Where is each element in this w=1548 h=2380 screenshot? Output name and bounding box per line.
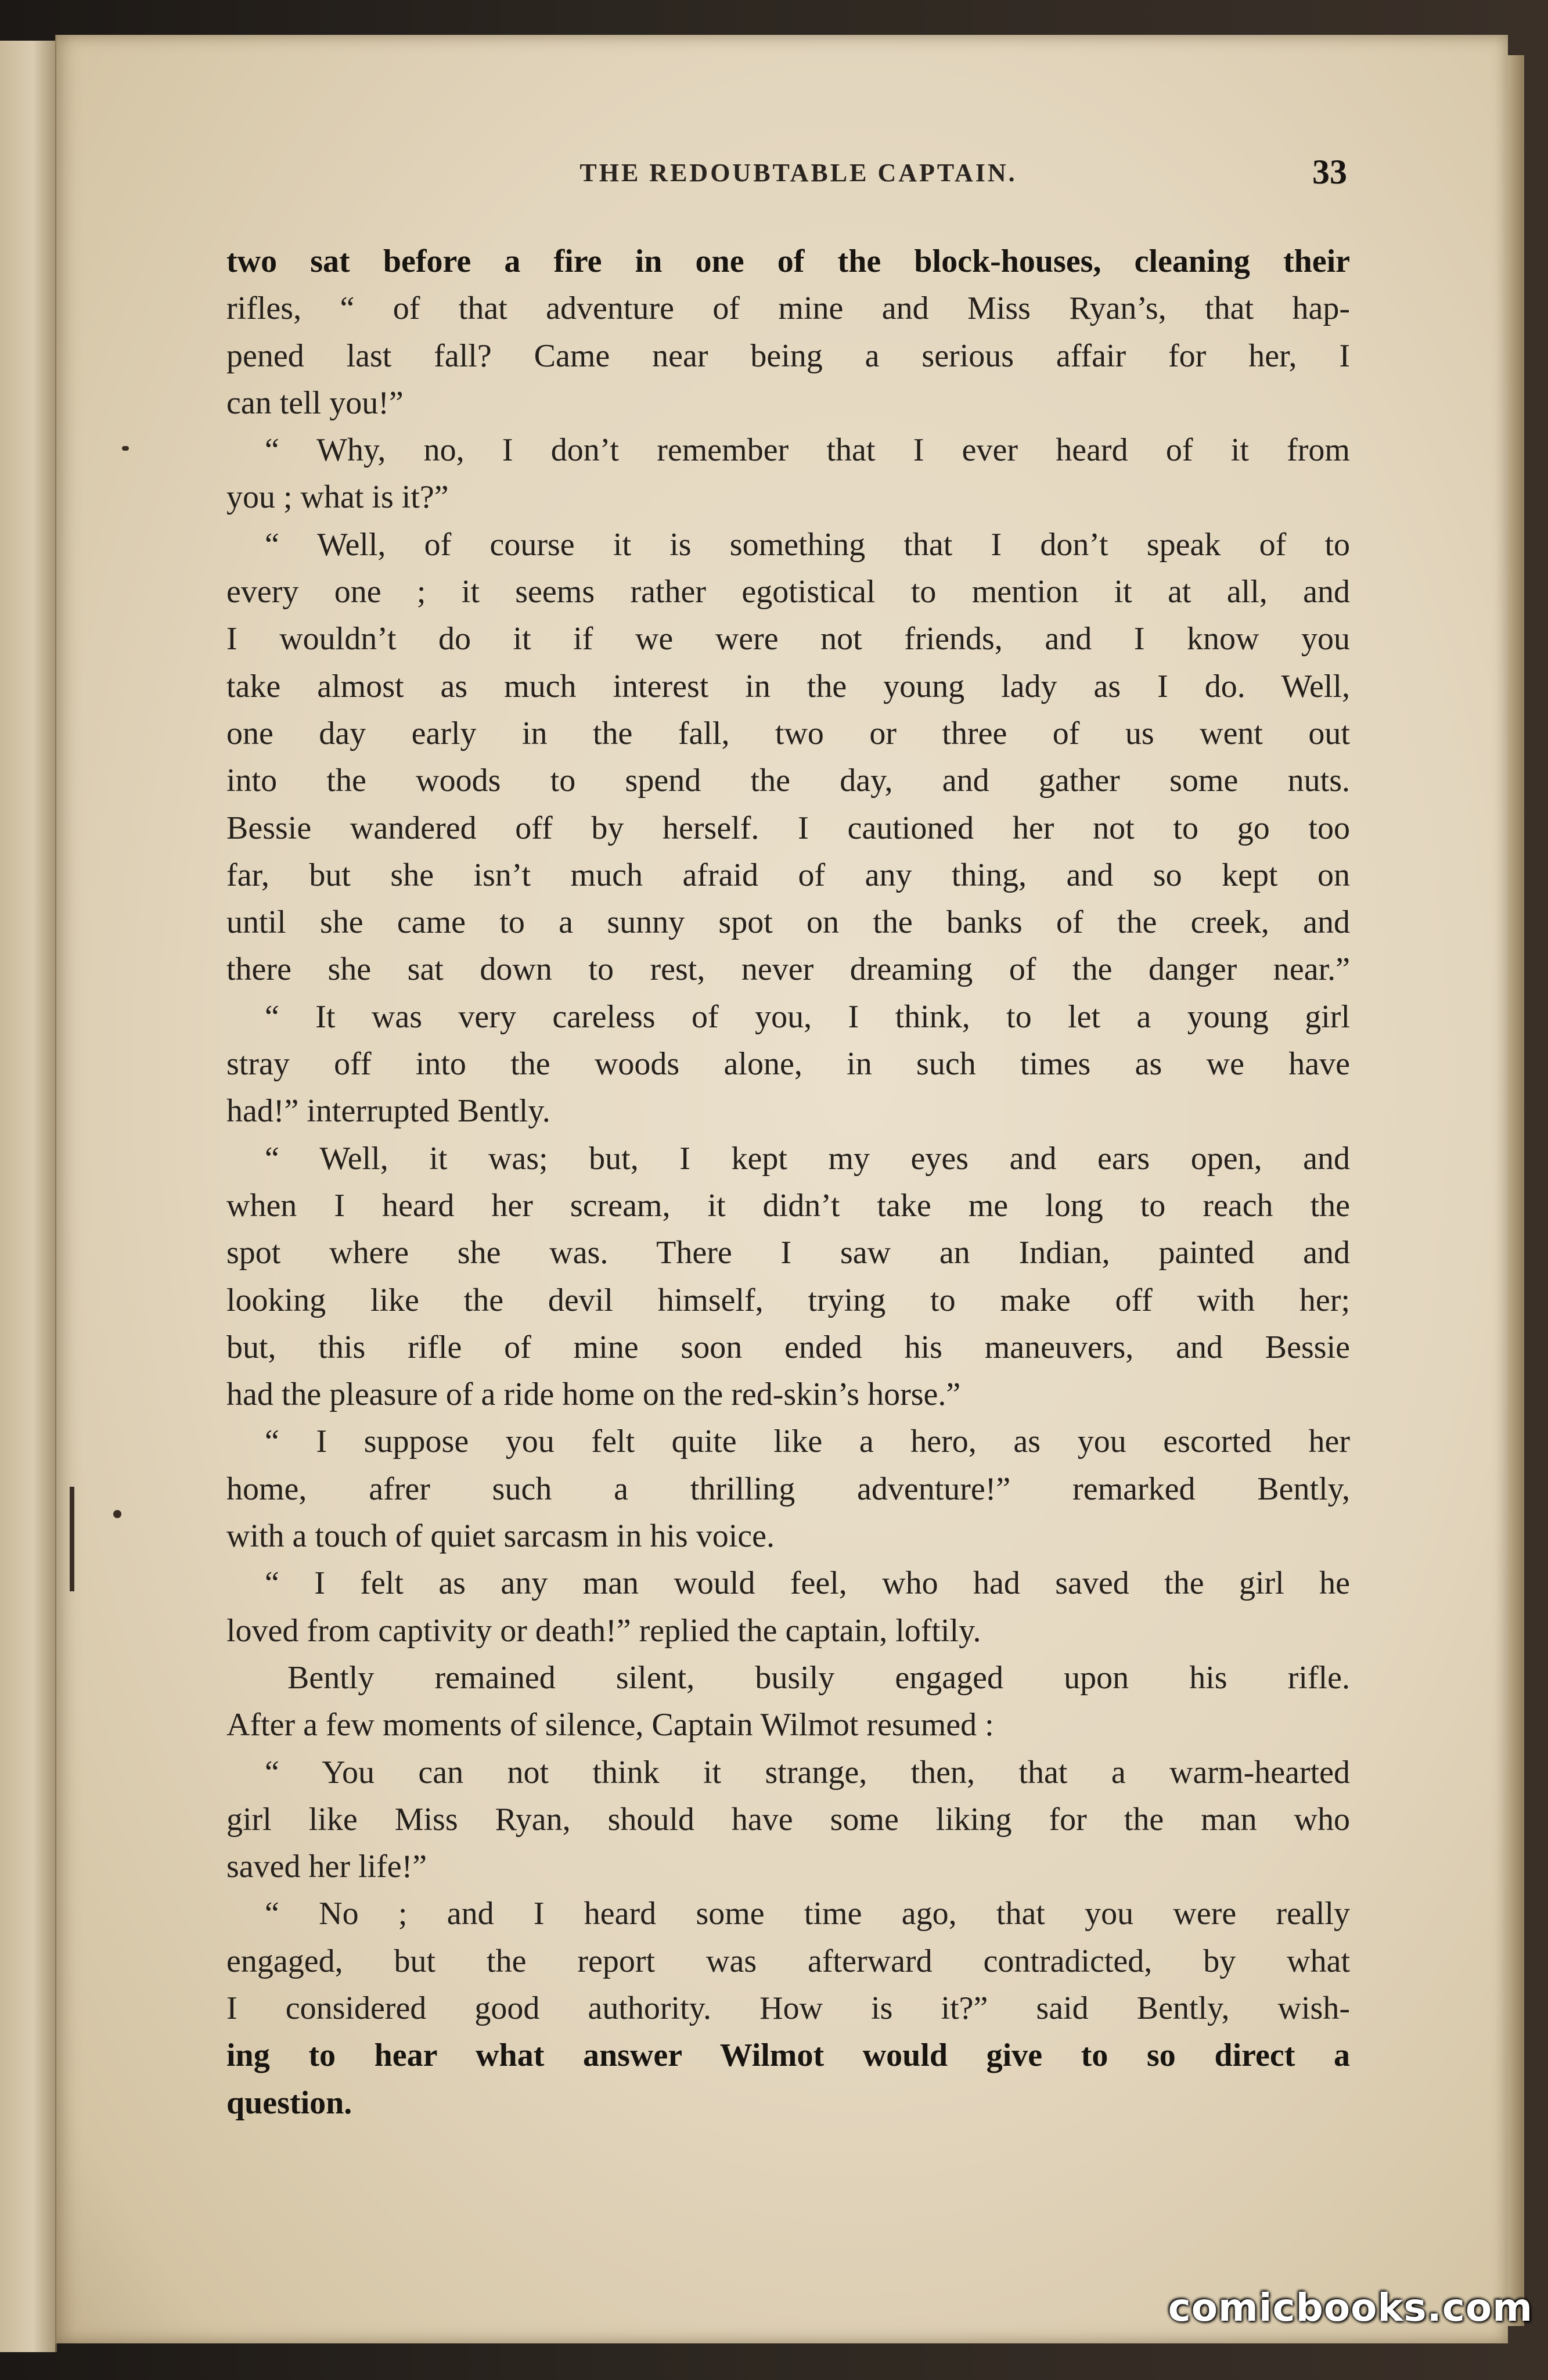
text-line: “ It was very careless of you, I think, to let a young girl <box>265 998 1350 1035</box>
page-fore-edge <box>1507 55 1524 2326</box>
text-line: until she came to a sunny spot on the banks of the creek, and <box>226 904 1350 941</box>
text-line: “ I felt as any man would feel, who had saved the girl he <box>265 1565 1350 1602</box>
text-line: but, this rifle of mine soon ended his maneuvers, and Bessie <box>226 1329 1350 1365</box>
text-line: into the woods to spend the day, and gather some nuts. <box>226 763 1350 799</box>
watermark: comicbooks.com <box>1168 2285 1533 2330</box>
text-line: rifles, “ of that adventure of mine and Miss Ryan’s, that hap- <box>226 290 1350 327</box>
text-line: question. <box>226 2084 352 2121</box>
running-head: THE REDOUBTABLE CAPTAIN. <box>579 159 1017 187</box>
text-line: “ You can not think it strange, then, that a warm-hearted <box>265 1754 1350 1791</box>
text-line: stray off into the woods alone, in such times as we have <box>226 1046 1350 1083</box>
margin-dot <box>122 446 129 451</box>
text-line: had!” interrupted Bently. <box>226 1093 550 1130</box>
text-line: take almost as much interest in the young lady as I do. Well, <box>226 668 1350 704</box>
text-line: when I heard her scream, it didn’t take me long to reach the <box>226 1187 1350 1224</box>
text-line: Bessie wandered off by herself. I cautioned her not to go too <box>226 810 1350 846</box>
text-line: spot where she was. There I saw an Indian, painted and <box>226 1235 1350 1271</box>
text-line: “ Well, it was; but, I kept my eyes and ears open, and <box>265 1140 1350 1177</box>
text-line: After a few moments of silence, Captain Wilmot resumed : <box>226 1707 994 1743</box>
text-line: had the pleasure of a ride home on the red-skin’s horse.” <box>226 1376 961 1413</box>
margin-dot <box>113 1510 121 1518</box>
text-line: girl like Miss Ryan, should have some liking for the man who <box>226 1801 1350 1838</box>
text-line: “ Why, no, I don’t remember that I ever heard of it from <box>265 432 1350 469</box>
body-text <box>226 238 1350 2127</box>
text-line: engaged, but the report was afterward contradicted, by what <box>226 1943 1350 1979</box>
text-line: I considered good authority. How is it?” said Bently, wish- <box>226 1990 1350 2026</box>
text-line: one day early in the fall, two or three of us went out <box>226 715 1350 752</box>
text-line: “ I suppose you felt quite like a hero, as you escorted her <box>265 1423 1350 1460</box>
text-line: pened last fall? Came near being a serious affair for her, I <box>226 337 1350 374</box>
text-line: with a touch of quiet sarcasm in his voice. <box>226 1518 775 1555</box>
text-line: Bently remained silent, busily engaged upon his rifle. <box>287 1659 1350 1696</box>
page-number: 33 <box>1312 153 1347 191</box>
text-line: every one ; it seems rather egotistical to mention it at all, and <box>226 574 1350 610</box>
text-line: saved her life!” <box>226 1849 427 1885</box>
text-line: home, afrer such a thrilling adventure!” remarked Bently, <box>226 1471 1350 1507</box>
text-line: I wouldn’t do it if we were not friends, and I know you <box>226 621 1350 657</box>
facing-page-edge <box>0 41 57 2352</box>
text-line: far, but she isn’t much afraid of any thing, and so kept on <box>226 857 1350 893</box>
text-line: “ Well, of course it is something that I don’t speak of to <box>265 526 1350 563</box>
text-line: can tell you!” <box>226 384 404 421</box>
text-line: loved from captivity or death!” replied the captain, loftily. <box>226 1612 981 1649</box>
text-line: there she sat down to rest, never dreaming of the danger near.” <box>226 951 1350 988</box>
text-line: “ No ; and I heard some time ago, that you were really <box>265 1896 1350 1932</box>
text-line: looking like the devil himself, trying to make off with her; <box>226 1282 1350 1318</box>
text-line: two sat before a fire in one of the block-houses, cleaning their <box>226 243 1350 279</box>
margin-bracket <box>70 1487 74 1591</box>
text-line: ing to hear what answer Wilmot would give to so direct a <box>226 2037 1350 2074</box>
text-line: you ; what is it?” <box>226 479 449 516</box>
